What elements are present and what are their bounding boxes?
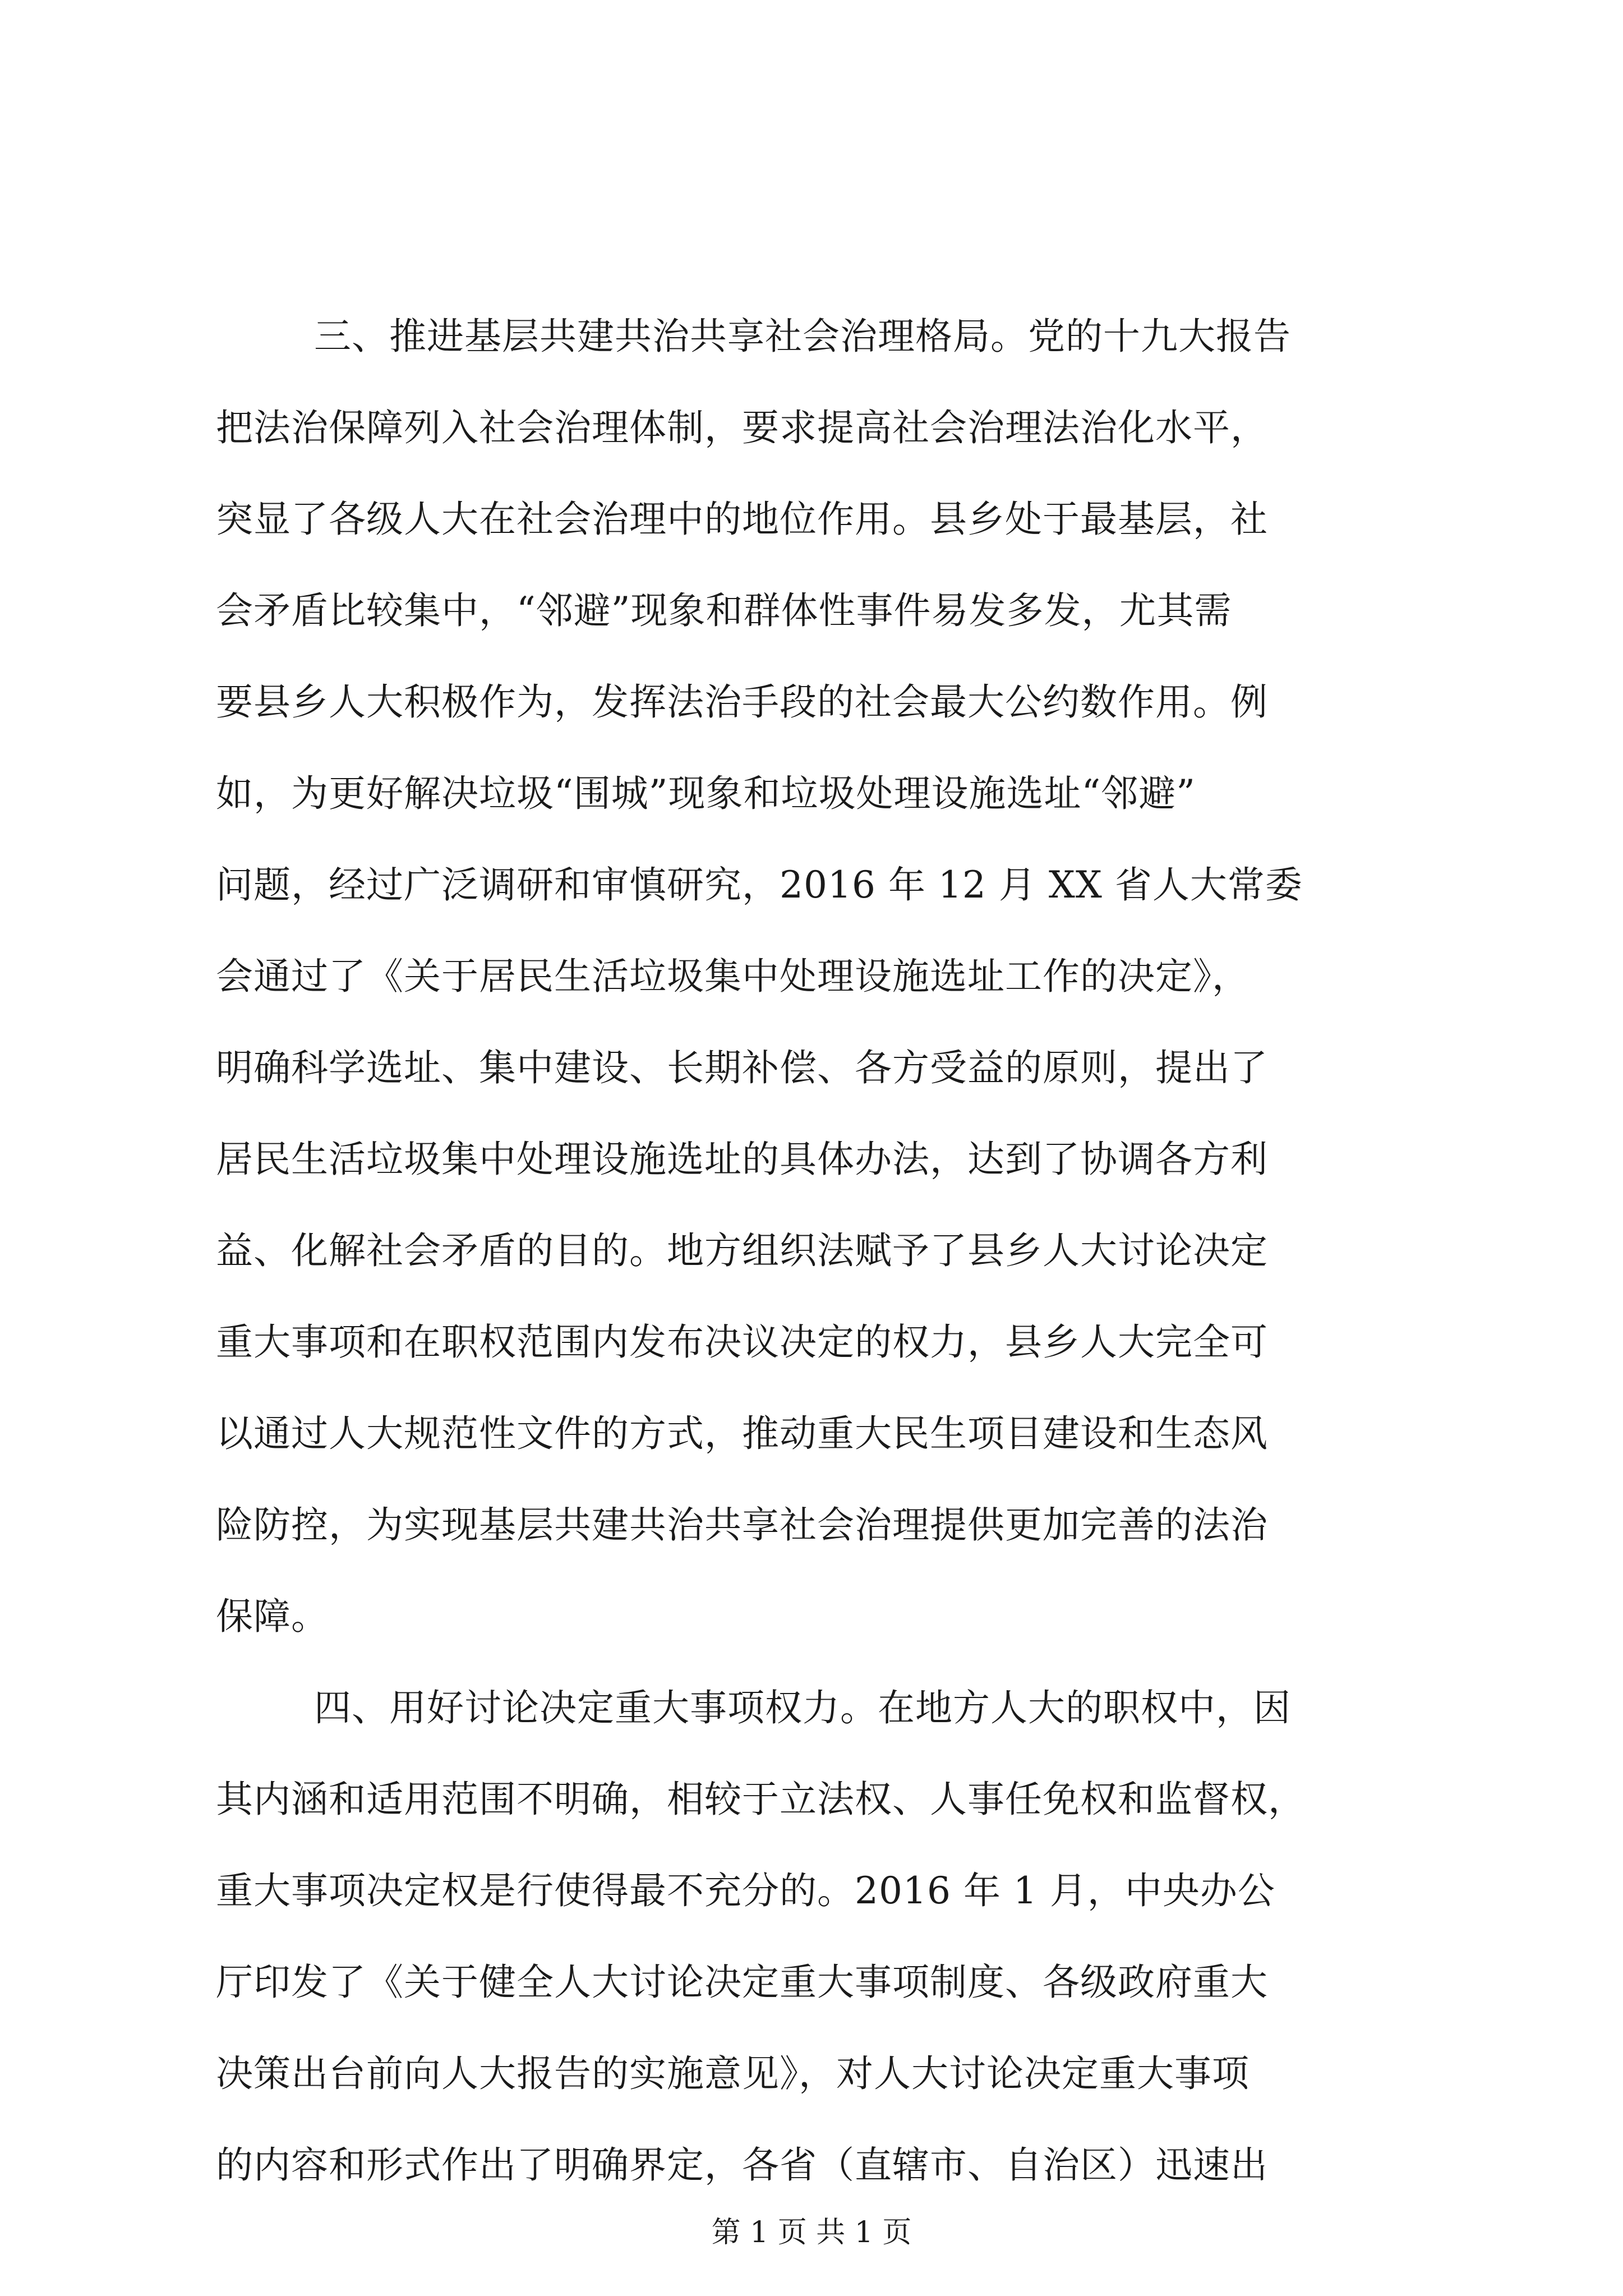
- text-line: 要县乡人大积极作为，发挥法治手段的社会最大公约数作用。例: [216, 680, 1268, 724]
- text-line: 会通过了《关于居民生活垃圾集中处理设施选址工作的决定》，: [216, 955, 1249, 998]
- text-line: 以通过人大规范性文件的方式，推动重大民生项目建设和生态风: [216, 1412, 1268, 1455]
- text-line: 保障。: [216, 1595, 329, 1638]
- text-line: 四、用好讨论决定重大事项权力。在地方人大的职权中，因: [314, 1686, 1291, 1729]
- text-line: 决策出台前向人大报告的实施意见》，对人大讨论决定重大事项: [216, 2052, 1249, 2095]
- text-line: 问题，经过广泛调研和审慎研究，2016 年 12 月 XX 省人大常委: [216, 863, 1303, 907]
- text-line: 三、推进基层共建共治共享社会治理格局。党的十九大报告: [314, 315, 1291, 358]
- text-line: 重大事项和在职权范围内发布决议决定的权力，县乡人大完全可: [216, 1320, 1268, 1364]
- text-line: 明确科学选址、集中建设、长期补偿、各方受益的原则，提出了: [216, 1046, 1268, 1089]
- text-line: 险防控，为实现基层共建共治共享社会治理提供更加完善的法治: [216, 1503, 1268, 1547]
- text-line: 益、化解社会矛盾的目的。地方组织法赋予了县乡人大讨论决定: [216, 1229, 1268, 1272]
- text-line: 突显了各级人大在社会治理中的地位作用。县乡处于最基层，社: [216, 498, 1268, 541]
- text-line: 其内涵和适用范围不明确，相较于立法权、人事任免权和监督权，: [216, 1778, 1306, 1821]
- page-number-footer: 第 1 页 共 1 页: [711, 2216, 912, 2249]
- text-line: 会矛盾比较集中，“邻避”现象和群体性事件易发多发，尤其需: [216, 589, 1232, 632]
- text-line: 把法治保障列入社会治理体制，要求提高社会治理法治化水平，: [216, 406, 1268, 449]
- text-line: 重大事项决定权是行使得最不充分的。2016 年 1 月，中央办公: [216, 1869, 1275, 1912]
- text-line: 居民生活垃圾集中处理设施选址的具体办法，达到了协调各方利: [216, 1138, 1268, 1181]
- text-line: 厅印发了《关于健全人大讨论决定重大事项制度、各级政府重大: [216, 1961, 1268, 2004]
- text-line: 如，为更好解决垃圾“围城”现象和垃圾处理设施选址“邻避”: [216, 772, 1196, 815]
- text-line: 的内容和形式作出了明确界定，各省（直辖市、自治区）迅速出: [216, 2143, 1268, 2187]
